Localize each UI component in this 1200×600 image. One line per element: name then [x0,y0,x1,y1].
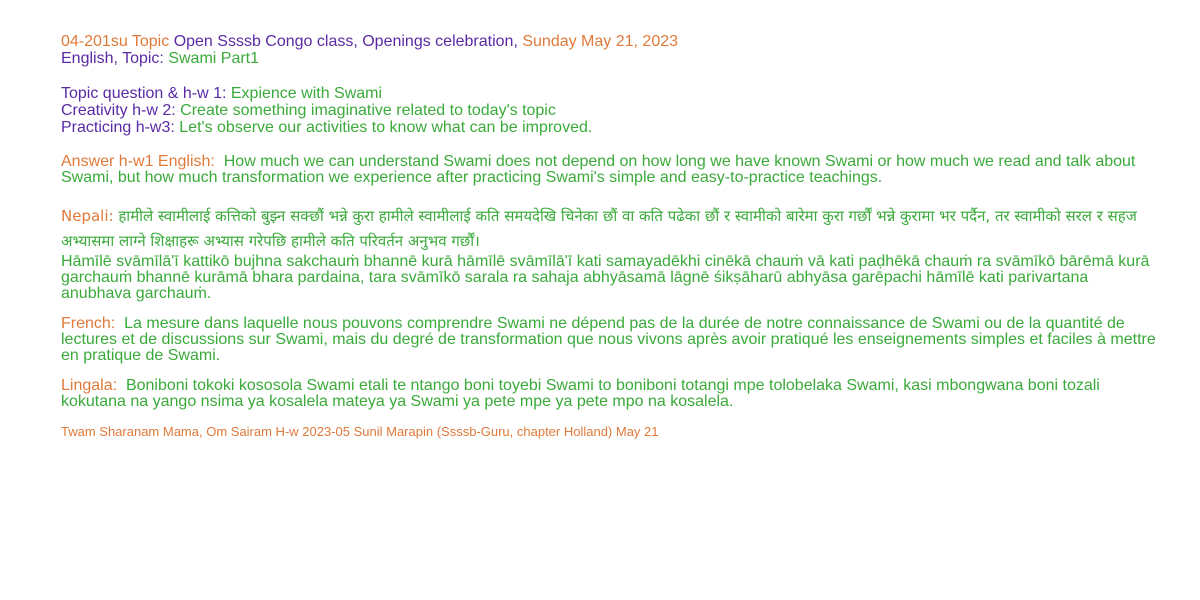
homework-3 [61,119,1161,136]
homework-2-label: Creativity h-w 2: [61,102,176,119]
header-line-1 [61,33,1161,50]
class-code: 04-201su Topic [61,33,170,50]
homework-1-label: Topic question & h-w 1: [61,85,227,102]
answer-english-text: How much we can understand Swami does not depend on how long we have known Swami or how much we read and talk about Swami, but how much transformation we experience after practicing Swami's simple and easy-to-practice teachings. [61,153,1136,186]
answer-lingala-label: Lingala: [61,377,118,394]
header-line-2 [61,50,1161,67]
homework-2 [61,102,1161,119]
homework-1 [61,85,1161,102]
answer-nepali [61,204,1161,254]
homework-1-text: Expience with Swami [230,85,383,102]
event-title: Open Ssssb Congo class, Openings celebration, [173,33,518,50]
answer-nepali-label: Nepali: [61,207,114,225]
answer-english-label: Answer h-w1 English: [61,153,215,170]
answer-french-label: French: [61,315,116,332]
homework-3-label: Practicing h-w3: [61,119,175,136]
answer-lingala-text: Boniboni tokoki kososola Swami etali te ntango boni toyebi Swami to boniboni totangi mpe tolobelaka Swami, kasi mbongwana boni tozali kokutana na yango nsima ya kosalela mateya ya Swami ya pete mpe ya pete mpo na kosalela. [61,377,1100,410]
answer-english [61,154,1161,186]
topic-title: Swami Part1 [168,50,260,67]
answer-nepali-transliteration: Hāmīlē svāmīlā'ī kattikō bujhna sakchauṁ bhannē kurā hāmīlē svāmīlā'ī kati samayadēkhi cinēkā chauṁ vā kati paḍhēkā chauṁ ra svāmīkō bārēmā kurā garchauṁ bhannē kurāmā bhara pardaina, tara svāmīkō sarala ra sahaja abhyāsamā lāgnē śikṣāharū abhyāsa garēpachi hāmīlē kati parivartana anubhava garchauṁ. [61,253,1150,302]
answer-nepali-text: हामीले स्वामीलाई कत्तिको बुझ्न सक्छौं भन्ने कुरा हामीले स्वामीलाई कति समयदेखि चिनेका छौं वा कति पढेका छौं र स्वामीको बारेमा कुरा गर्छौं भन्ने कुरामा भर पर्दैन, तर स्वामीको सरल र सहज अभ्यासमा लाग्ने शिक्षाहरू अभ्यास गरेपछि हामीले कति परिवर्तन अनुभव गर्छौं। [61,207,1137,250]
document-body [61,33,1161,439]
homework-2-text: Create something imaginative related to today's topic [180,102,556,119]
answer-lingala [61,378,1161,410]
language-topic-label: English, Topic: [61,50,164,67]
answer-french [61,316,1161,364]
answer-french-text: La mesure dans laquelle nous pouvons comprendre Swami ne dépend pas de la durée de notre connaissance de Swami ou de la quantité de lectures et de discussions sur Swami, mais du degré de transformation que nous vivons après avoir pratiqué les enseignements simples et faciles à mettre en pratique de Swami. [61,315,1156,364]
footer-signature: Twam Sharanam Mama, Om Sairam H-w 2023-05 Sunil Marapin (Ssssb-Guru, chapter Holland) May 21 [61,424,659,439]
homework-3-text: Let's observe our activities to know what can be improved. [179,119,593,136]
event-date: Sunday May 21, 2023 [522,33,679,50]
